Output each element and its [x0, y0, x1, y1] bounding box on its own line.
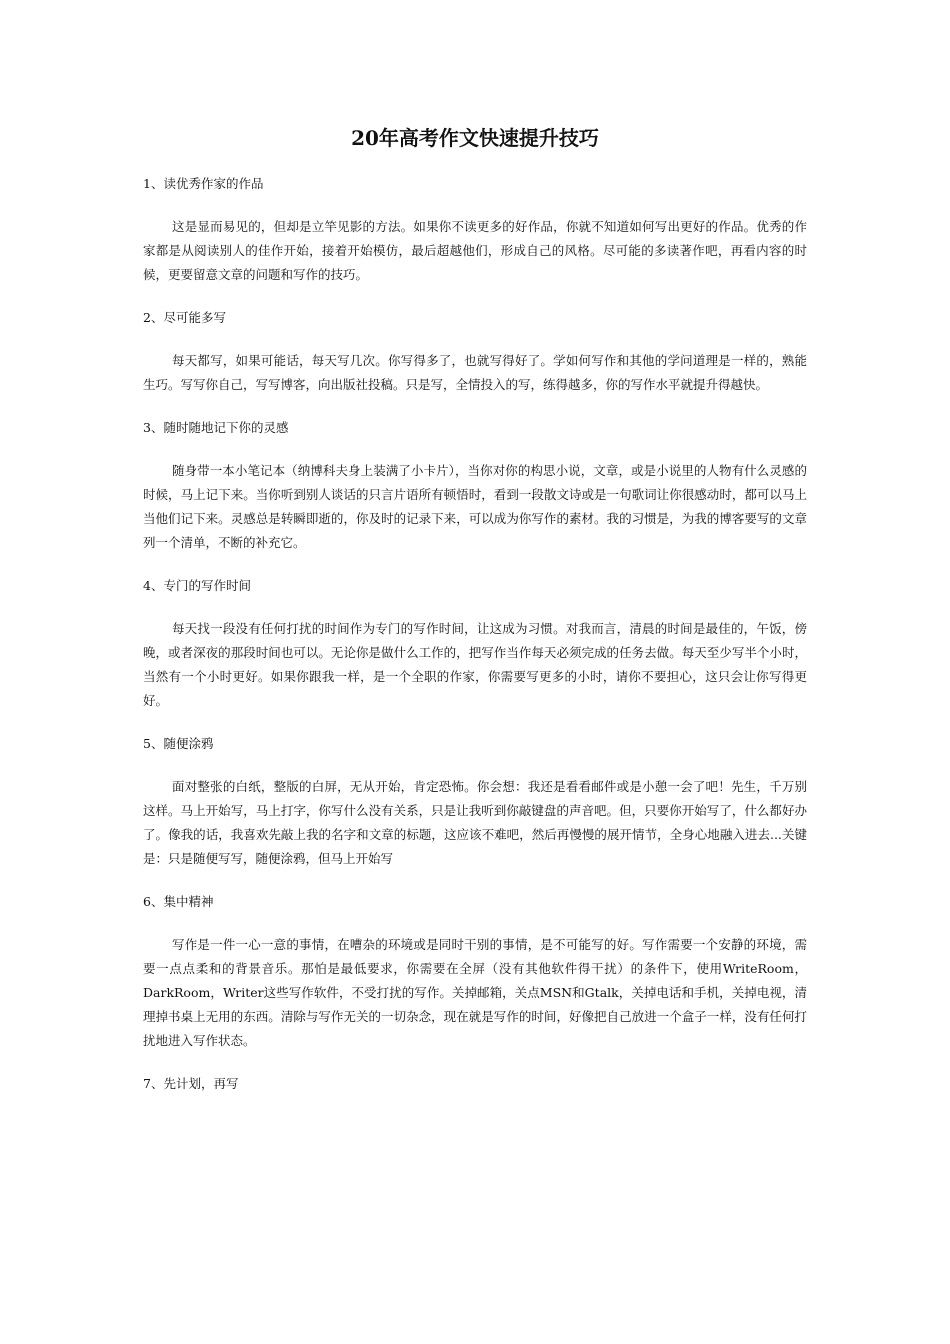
section-paragraph-6: 写作是一件一心一意的事情，在嘈杂的环境或是同时干别的事情，是不可能写的好。写作需要一个安静的环境，需要一点点柔和的背景音乐。那怕是最低要求，你需要在全屏（没有其他软件得干扰）的条件下，使用WriteRoom， DarkRoom，Writer这些写作软件，不受打扰的写作。关掉邮箱，关点MSN和Gtalk，关掉电话和手机，关掉电视，清理掉书桌上无用的东西。清除与写作无关的一切杂念，现在就是写作的时间，好像把自己放进一个盒子一样，没有任何打扰地进入写作状态。 [143, 937, 807, 1048]
document-title: 20年高考作文快速提升技巧 [351, 126, 599, 150]
document-body [143, 172, 807, 1115]
section-heading-3: 3、随时随地记下你的灵感 [143, 420, 289, 435]
section-paragraph-5: 面对整张的白纸，整版的白屏，无从开始，肯定恐怖。你会想：我还是看看邮件或是小憩一会了吧！先生，千万别这样。马上开始写，马上打字，你写什么没有关系，只是让我听到你敲键盘的声音吧。但，只要你开始写了，什么都好办了。像我的话，我喜欢先敲上我的名字和文章的标题，这应该不难吧，然后再慢慢的展开情节，全身心地融入进去...关键是：只是随便写写，随便涂鸦，但马上开始写 [143, 779, 807, 866]
section-heading-7: 7、先计划，再写 [143, 1076, 239, 1091]
section-heading-2: 2、尽可能多写 [143, 310, 226, 325]
section-heading-5: 5、随便涂鸦 [143, 736, 214, 751]
section-paragraph-4: 每天找一段没有任何打扰的时间作为专门的写作时间，让这成为习惯。对我而言，清晨的时间是最佳的，午饭，傍晚，或者深夜的那段时间也可以。无论你是做什么工作的，把写作当作每天必须完成的任务去做。每天至少写半个小时，当然有一个小时更好。如果你跟我一样，是一个全职的作家，你需要写更多的小时，请你不要担心，这只会让你写得更好。 [143, 621, 807, 708]
section-paragraph-2: 每天都写，如果可能话，每天写几次。你写得多了，也就写得好了。学如何写作和其他的学问道理是一样的，熟能生巧。写写你自己，写写博客，向出版社投稿。只是写，全情投入的写，练得越多，你的写作水平就提升得越快。 [143, 353, 807, 392]
section-heading-4: 4、专门的写作时间 [143, 578, 251, 593]
section-heading-6: 6、集中精神 [143, 894, 214, 909]
section-paragraph-1: 这是显而易见的，但却是立竿见影的方法。如果你不读更多的好作品，你就不知道如何写出更好的作品。优秀的作家都是从阅读别人的佳作开始，接着开始模仿，最后超越他们，形成自己的风格。尽可能的多读著作吧，再看内容的时候，更要留意文章的问题和写作的技巧。 [143, 219, 807, 282]
section-heading-1: 1、读优秀作家的作品 [143, 176, 264, 191]
section-paragraph-3: 随身带一本小笔记本（纳博科夫身上装满了小卡片），当你对你的构思小说，文章，或是小说里的人物有什么灵感的时候，马上记下来。当你听到别人谈话的只言片语所有顿悟时，看到一段散文诗或是一句歌词让你很感动时，都可以马上当他们记下来。灵感总是转瞬即逝的，你及时的记录下来，可以成为你写作的素材。我的习惯是，为我的博客要写的文章列一个清单，不断的补充它。 [143, 463, 807, 550]
